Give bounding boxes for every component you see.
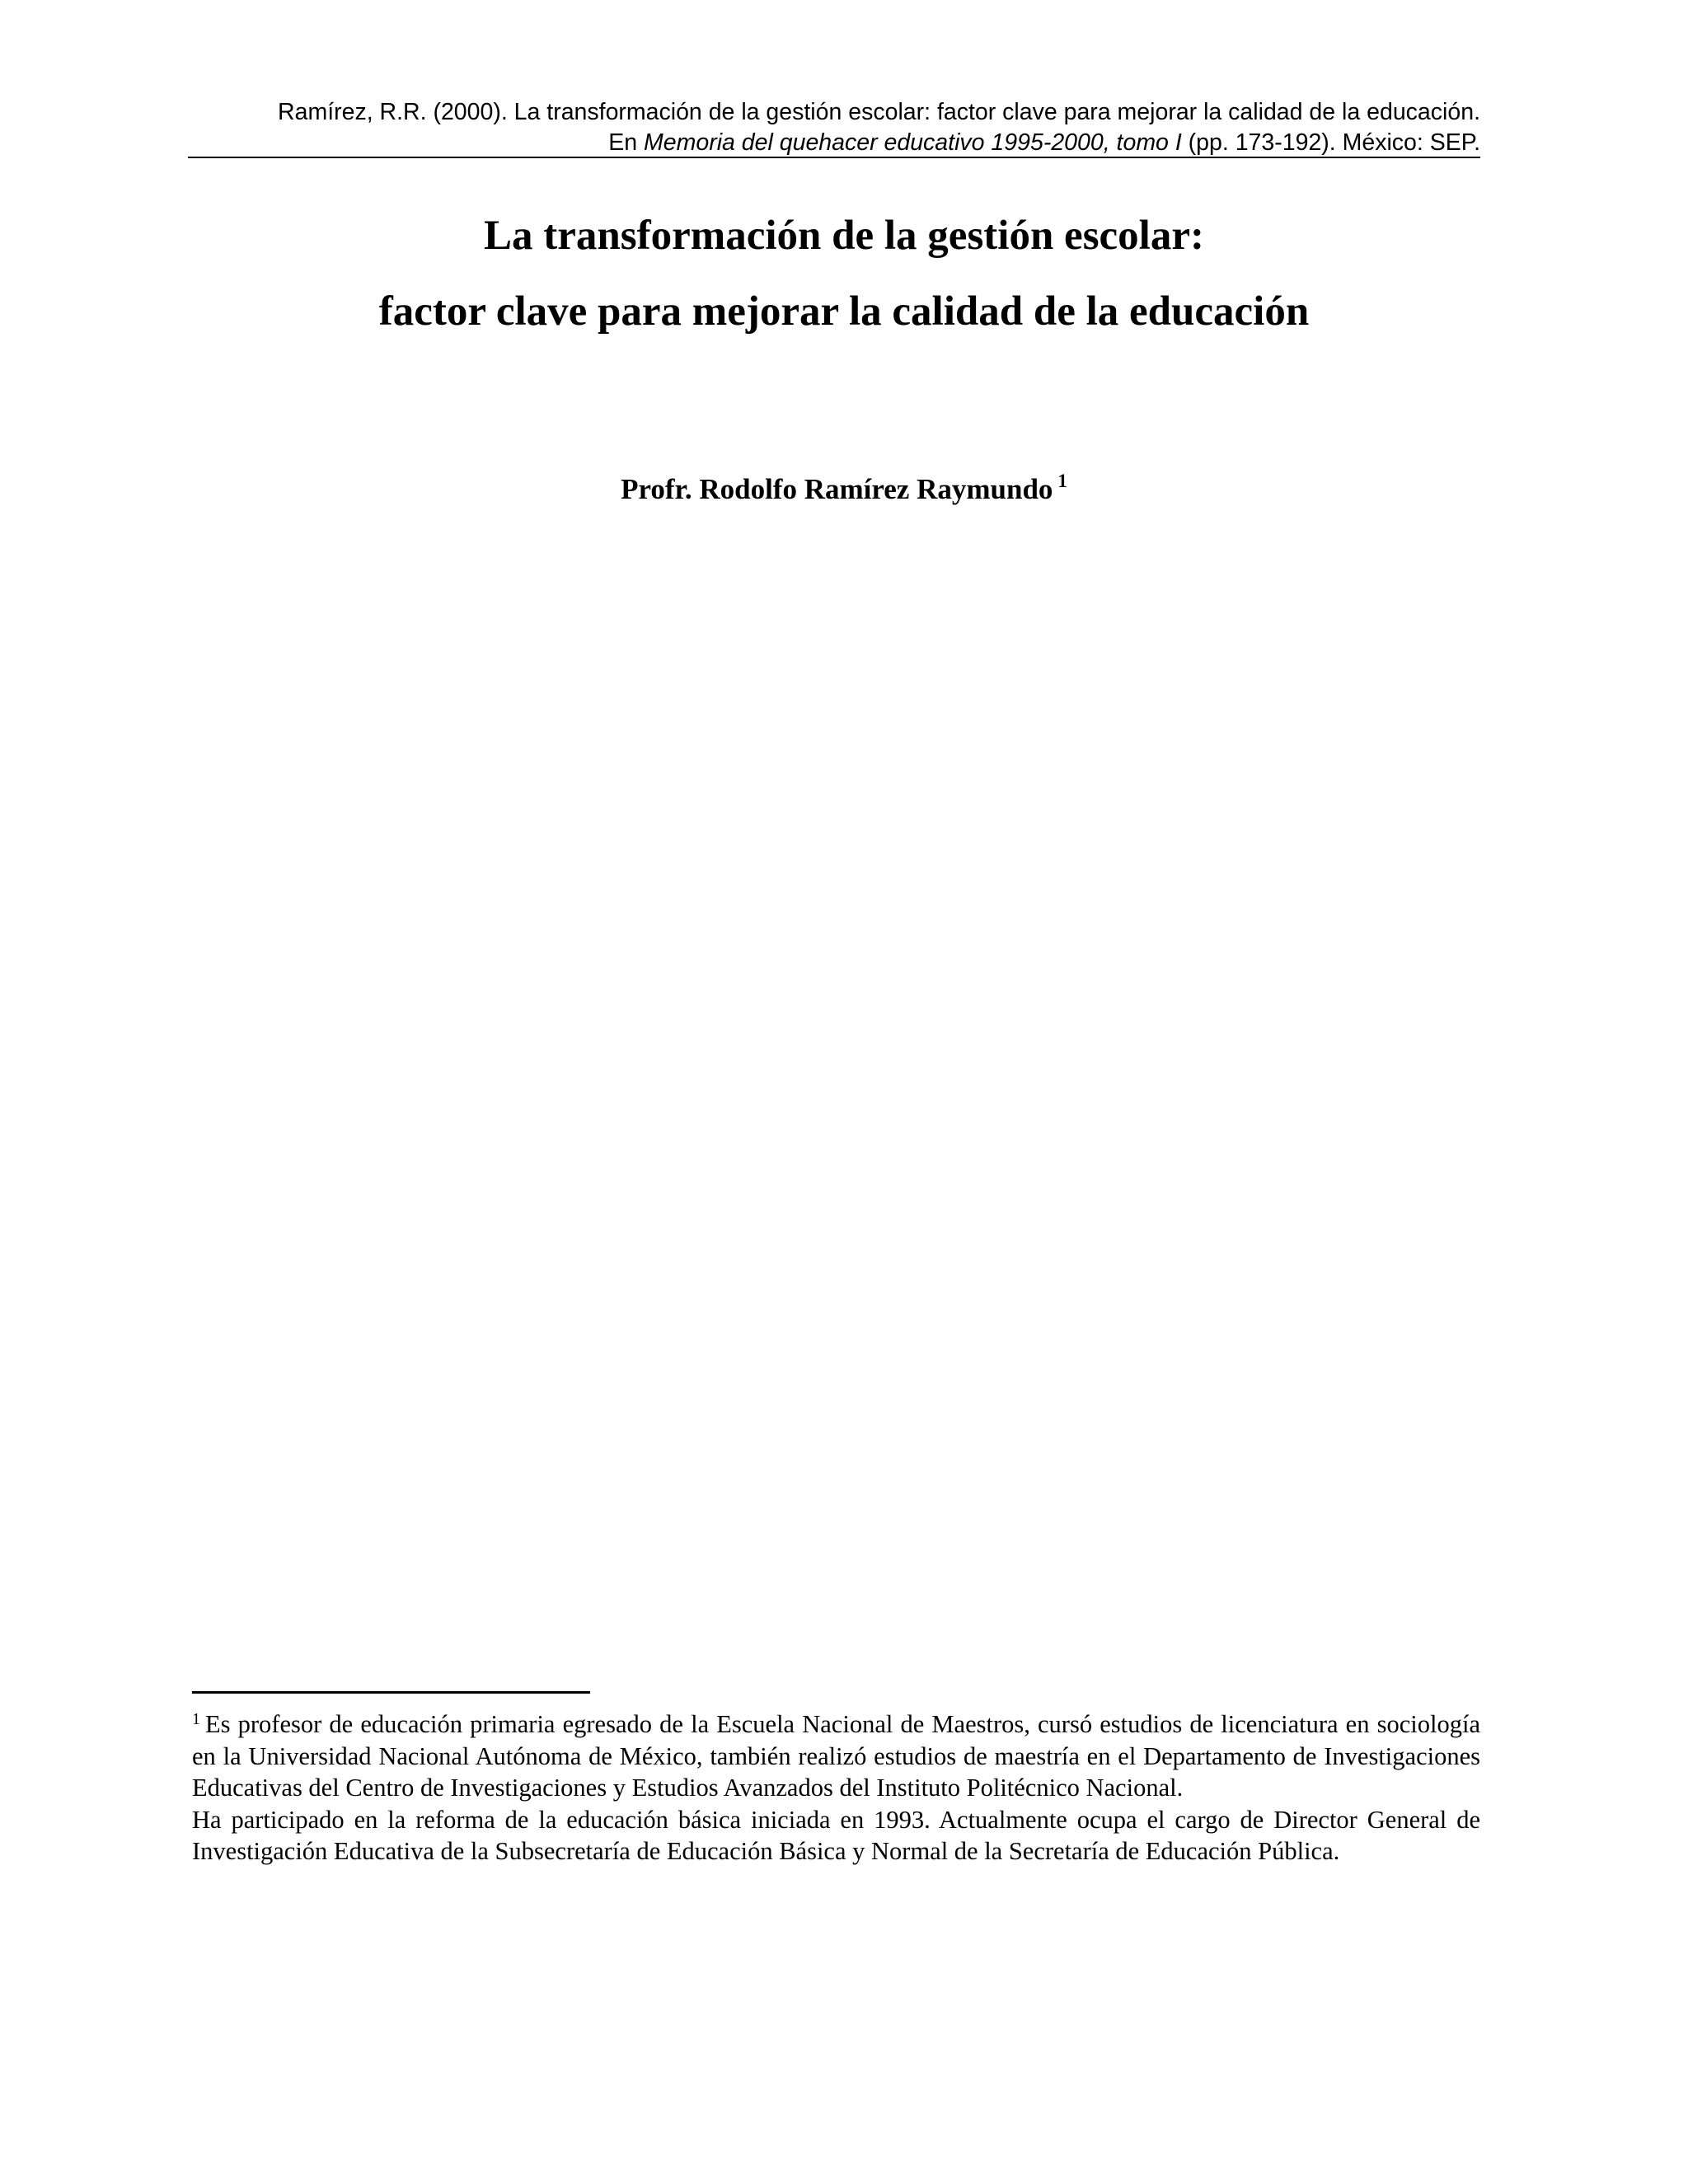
document-title-line-2: factor clave para mejorar la calidad de la educación — [378, 288, 1310, 335]
citation-header — [188, 97, 1480, 158]
footnote-text-1: Es profesor de educación primaria egresado de la Escuela Nacional de Maestros, cursó estudios de licenciatura en sociología en la Universidad Nacional Autónoma de México, también realizó estudios de maestría en el Departamento de Investigaciones Educativas del Centro de Investigaciones y Estudios Avanzados del Instituto Politécnico Nacional. — [192, 1710, 1480, 1802]
citation-suffix: (pp. 173-192). México: SEP. — [1181, 129, 1480, 156]
footnote-mark: 1 — [192, 1710, 200, 1728]
author-footnote-mark[interactable]: 1 — [1057, 471, 1067, 491]
citation-line-1: Ramírez, R.R. (2000). La transformación de la gestión escolar: factor clave para mejorar la calidad de la educación. — [278, 99, 1480, 125]
footnote-paragraph-1 — [192, 1708, 1480, 1804]
citation-source-title: Memoria del quehacer educativo 1995-2000, tomo I — [644, 129, 1182, 156]
footnote-paragraph-2: Ha participado en la reforma de la educación básica iniciada en 1993. Actualmente ocupa el cargo de Director General de Investigación Educativa de la Subsecretaría de Educación Básica y Normal de la Secretaría de Educación Pública. — [192, 1805, 1480, 1865]
author-name: Profr. Rodolfo Ramírez Raymundo — [621, 473, 1053, 505]
footnote-divider — [192, 1691, 590, 1694]
document-title-line-1: La transformación de la gestión escolar: — [484, 213, 1204, 259]
footnote — [192, 1708, 1480, 1868]
author-line — [0, 471, 1688, 508]
citation-line-2 — [188, 128, 1480, 158]
citation-prefix: En — [608, 129, 645, 156]
header-divider — [188, 157, 1480, 158]
